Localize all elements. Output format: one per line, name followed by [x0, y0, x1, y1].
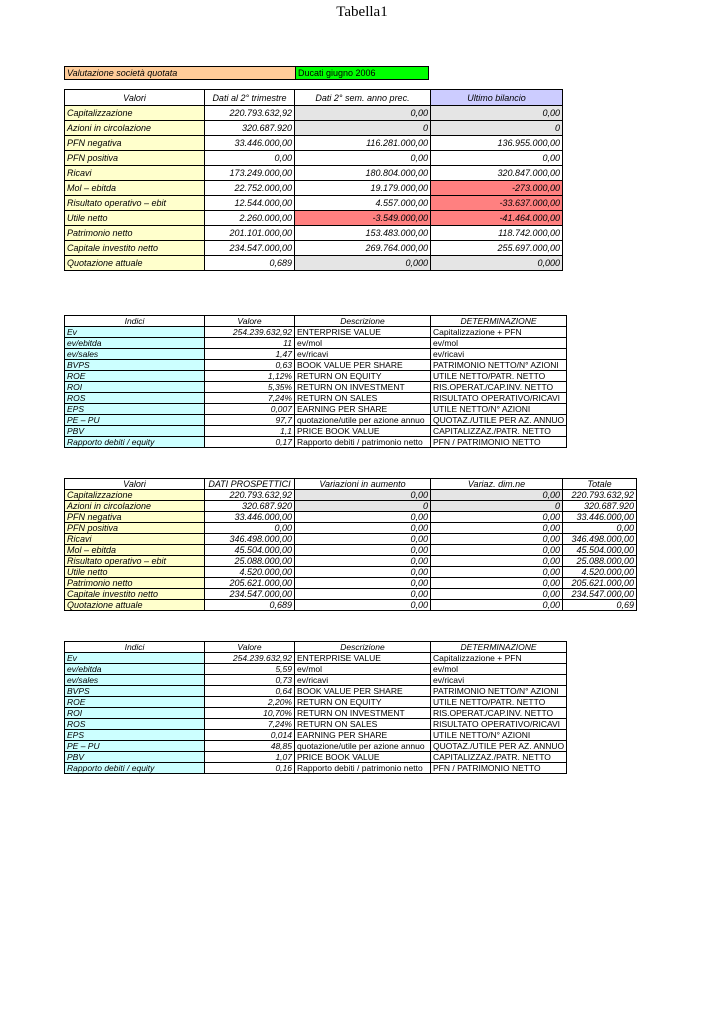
page-title: Tabella1: [336, 4, 388, 20]
table-cell: 33.446.000,00: [205, 512, 295, 523]
table-cell: 0,00: [431, 589, 563, 600]
row-label: Mol – ebitda: [65, 545, 205, 556]
table-cell: EARNING PER SHARE: [295, 730, 431, 741]
table-cell: 19.179.000,00: [295, 181, 431, 196]
row-label: Quotazione attuale: [65, 600, 205, 611]
table-cell: 0: [431, 121, 563, 136]
table-cell: 220.793.632,92: [563, 490, 637, 501]
table-cell: 0,00: [431, 534, 563, 545]
table-cell: UTILE NETTO/N° AZIONI: [431, 730, 567, 741]
table-cell: 0,00: [295, 545, 431, 556]
table-row: [65, 675, 567, 686]
table-cell: 0,00: [431, 600, 563, 611]
table-cell: 4.520.000,00: [205, 567, 295, 578]
table-cell: 0,00: [295, 600, 431, 611]
column-header: Valori: [65, 90, 205, 106]
table-cell: 0,00: [431, 578, 563, 589]
table-cell: quotazione/utile per azione annuo: [295, 415, 431, 426]
table-cell: EARNING PER SHARE: [295, 404, 431, 415]
table-indici-wrapper: [64, 315, 567, 448]
table-row: [65, 393, 567, 404]
table-cell: 12.544.000,00: [205, 196, 295, 211]
row-label: PFN negativa: [65, 512, 205, 523]
table-cell: ENTERPRISE VALUE: [295, 653, 431, 664]
row-label: Capitale investito netto: [65, 241, 205, 256]
table-cell: 0,00: [431, 545, 563, 556]
table-cell: 33.446.000,00: [563, 512, 637, 523]
table-indici-prospettici-wrapper: [64, 641, 567, 774]
header-row: [65, 90, 563, 106]
table-cell: PATRIMONIO NETTO/N° AZIONI: [431, 686, 567, 697]
table-row: [65, 545, 637, 556]
table-cell: CAPITALIZZAZ./PATR. NETTO: [431, 752, 567, 763]
table-cell: 320.687.920: [563, 501, 637, 512]
table-cell: BOOK VALUE PER SHARE: [295, 360, 431, 371]
table-row: [65, 349, 567, 360]
table-cell: RIS.OPERAT./CAP.INV. NETTO: [431, 382, 567, 393]
table-cell: 0,16: [205, 763, 295, 774]
table-cell: 346.498.000,00: [205, 534, 295, 545]
column-header: DATI PROSPETTICI: [205, 479, 295, 490]
row-label: PFN negativa: [65, 136, 205, 151]
row-label: PFN positiva: [65, 523, 205, 534]
row-label: Patrimonio netto: [65, 578, 205, 589]
row-label: Capitalizzazione: [65, 106, 205, 121]
table-cell: 7,24%: [205, 719, 295, 730]
column-header: Descrizione: [295, 316, 431, 327]
table-row: [65, 763, 567, 774]
row-label: EPS: [65, 730, 205, 741]
table-cell: 234.547.000,00: [205, 241, 295, 256]
table-cell: 0,00: [431, 523, 563, 534]
row-label: ROE: [65, 371, 205, 382]
table-cell: 0,007: [205, 404, 295, 415]
table-row: [65, 360, 567, 371]
row-label: EPS: [65, 404, 205, 415]
table-cell: 0,00: [295, 534, 431, 545]
table-cell: 11: [205, 338, 295, 349]
table-cell: 0,17: [205, 437, 295, 448]
table-cell: 173.249.000,00: [205, 166, 295, 181]
table-cell: PFN / PATRIMONIO NETTO: [431, 763, 567, 774]
table-cell: 25.088.000,00: [205, 556, 295, 567]
table-cell: ev/mol: [295, 338, 431, 349]
table-cell: 0,000: [295, 256, 431, 271]
table-cell: 205.621.000,00: [563, 578, 637, 589]
column-header: Indici: [65, 642, 205, 653]
table-cell: 10,70%: [205, 708, 295, 719]
table-row: [65, 241, 563, 256]
table-row: [65, 181, 563, 196]
table-row: [65, 226, 563, 241]
table-cell: 320.687.920: [205, 121, 295, 136]
table-cell: PFN / PATRIMONIO NETTO: [431, 437, 567, 448]
table-cell: 48,85: [205, 741, 295, 752]
table-cell: 0: [431, 501, 563, 512]
table-cell: 116.281.000,00: [295, 136, 431, 151]
row-label: PBV: [65, 426, 205, 437]
table-cell: 320.847.000,00: [431, 166, 563, 181]
table-cell: ev/mol: [295, 664, 431, 675]
column-header: Descrizione: [295, 642, 431, 653]
table-cell: 220.793.632,92: [205, 106, 295, 121]
table-row: [65, 653, 567, 664]
table-cell: 1,12%: [205, 371, 295, 382]
table-cell: 0,64: [205, 686, 295, 697]
table-cell: RISULTATO OPERATIVO/RICAVI: [431, 719, 567, 730]
table-row: [65, 256, 563, 271]
table-cell: 180.804.000,00: [295, 166, 431, 181]
table-cell: 0,00: [431, 490, 563, 501]
table-cell: QUOTAZ./UTILE PER AZ. ANNUO: [431, 741, 567, 752]
table-cell: RETURN ON SALES: [295, 719, 431, 730]
table-row: [65, 338, 567, 349]
table-row: [65, 501, 637, 512]
table-cell: 320.687.920: [205, 501, 295, 512]
table-cell: 4.520.000,00: [563, 567, 637, 578]
table-row: [65, 708, 567, 719]
table-row: [65, 600, 637, 611]
table-cell: 269.764.000,00: [295, 241, 431, 256]
table-valori: [64, 89, 563, 271]
table-cell: ev/mol: [431, 338, 567, 349]
table-row: [65, 556, 637, 567]
table-cell: 0,00: [295, 490, 431, 501]
table-row: [65, 151, 563, 166]
table-row: [65, 371, 567, 382]
table-cell: 33.446.000,00: [205, 136, 295, 151]
table-cell: 25.088.000,00: [563, 556, 637, 567]
row-label: PE – PU: [65, 415, 205, 426]
column-header: Valore: [205, 316, 295, 327]
table-cell: 254.239.632,92: [205, 327, 295, 338]
table-row: [65, 578, 637, 589]
table-row: [65, 415, 567, 426]
column-header: Dati al 2° trimestre: [205, 90, 295, 106]
table-row: [65, 512, 637, 523]
table-cell: BOOK VALUE PER SHARE: [295, 686, 431, 697]
row-label: BVPS: [65, 360, 205, 371]
row-label: PBV: [65, 752, 205, 763]
table-cell: 205.621.000,00: [205, 578, 295, 589]
column-header: Valori: [65, 479, 205, 490]
table-cell: 254.239.632,92: [205, 653, 295, 664]
table-cell: 0,00: [295, 589, 431, 600]
table-row: [65, 567, 637, 578]
table-cell: 0,00: [295, 512, 431, 523]
table-cell: 97,7: [205, 415, 295, 426]
row-label: PE – PU: [65, 741, 205, 752]
table-cell: ev/ricavi: [295, 349, 431, 360]
table-cell: RETURN ON EQUITY: [295, 371, 431, 382]
table-cell: 346.498.000,00: [563, 534, 637, 545]
table-row: [65, 534, 637, 545]
table-cell: 1,07: [205, 752, 295, 763]
column-header: Indici: [65, 316, 205, 327]
row-label: ROS: [65, 393, 205, 404]
row-label: ROI: [65, 708, 205, 719]
table-cell: ENTERPRISE VALUE: [295, 327, 431, 338]
table-cell: 0,00: [205, 523, 295, 534]
column-header: Variaz. dim.ne: [431, 479, 563, 490]
row-label: Ev: [65, 653, 205, 664]
column-header: DETERMINAZIONE: [431, 642, 567, 653]
row-label: Risultato operativo – ebit: [65, 196, 205, 211]
row-label: Azioni in circolazione: [65, 501, 205, 512]
table-cell: 0,00: [295, 151, 431, 166]
table-cell: 0,73: [205, 675, 295, 686]
table-cell: 118.742.000,00: [431, 226, 563, 241]
table-row: [65, 719, 567, 730]
row-label: PFN positiva: [65, 151, 205, 166]
table-cell: 1,47: [205, 349, 295, 360]
row-label: Quotazione attuale: [65, 256, 205, 271]
table-cell: 234.547.000,00: [563, 589, 637, 600]
table-cell: 0: [295, 121, 431, 136]
table-row: [65, 106, 563, 121]
row-label: Ricavi: [65, 534, 205, 545]
table-cell: 4.557.000,00: [295, 196, 431, 211]
table-cell: 1,1: [205, 426, 295, 437]
table-row: [65, 664, 567, 675]
table-cell: 0,689: [205, 600, 295, 611]
table-cell: RISULTATO OPERATIVO/RICAVI: [431, 393, 567, 404]
table-cell: 0,014: [205, 730, 295, 741]
table-cell: 234.547.000,00: [205, 589, 295, 600]
banner-company: Ducati giugno 2006: [296, 67, 429, 80]
table-cell: 0,00: [431, 512, 563, 523]
table-cell: RETURN ON INVESTMENT: [295, 382, 431, 393]
table-cell: 2.260.000,00: [205, 211, 295, 226]
row-label: Capitalizzazione: [65, 490, 205, 501]
table-cell: 45.504.000,00: [563, 545, 637, 556]
table-cell: 0: [295, 501, 431, 512]
table-cell: Capitalizzazione + PFN: [431, 327, 567, 338]
row-label: Utile netto: [65, 567, 205, 578]
row-label: BVPS: [65, 686, 205, 697]
table-cell: 0,00: [431, 106, 563, 121]
table-cell: 0,63: [205, 360, 295, 371]
table-row: [65, 490, 637, 501]
table-cell: RETURN ON SALES: [295, 393, 431, 404]
table-row: [65, 741, 567, 752]
row-label: Rapporto debiti / equity: [65, 763, 205, 774]
table-cell: 0,00: [295, 556, 431, 567]
table-indici: [64, 315, 567, 448]
table-cell: ev/ricavi: [295, 675, 431, 686]
row-label: Risultato operativo – ebit: [65, 556, 205, 567]
table-prospettici: [64, 478, 637, 611]
table-cell: -41.464.000,00: [431, 211, 563, 226]
row-label: ROS: [65, 719, 205, 730]
table-cell: 2,20%: [205, 697, 295, 708]
table-cell: PRICE BOOK VALUE: [295, 426, 431, 437]
row-label: Patrimonio netto: [65, 226, 205, 241]
table-row: [65, 752, 567, 763]
table-row: [65, 136, 563, 151]
column-header: Dati 2° sem. anno prec.: [295, 90, 431, 106]
table-cell: 220.793.632,92: [205, 490, 295, 501]
table-cell: Rapporto debiti / patrimonio netto: [295, 437, 431, 448]
table-row: [65, 686, 567, 697]
valuation-banner: [64, 66, 429, 80]
row-label: Rapporto debiti / equity: [65, 437, 205, 448]
table-cell: RETURN ON EQUITY: [295, 697, 431, 708]
table-row: [65, 697, 567, 708]
row-label: ev/sales: [65, 349, 205, 360]
table-row: [65, 730, 567, 741]
table-cell: 0,000: [431, 256, 563, 271]
table-row: [65, 382, 567, 393]
header-row: [65, 316, 567, 327]
table-cell: UTILE NETTO/PATR. NETTO: [431, 371, 567, 382]
column-header: Totale: [563, 479, 637, 490]
table-cell: 0,689: [205, 256, 295, 271]
table-cell: 136.955.000,00: [431, 136, 563, 151]
table-cell: 0,00: [431, 567, 563, 578]
table-cell: 255.697.000,00: [431, 241, 563, 256]
table-valori-wrapper: [64, 89, 563, 271]
table-cell: 0,00: [295, 106, 431, 121]
table-cell: 0,00: [205, 151, 295, 166]
table-row: [65, 166, 563, 181]
row-label: Ev: [65, 327, 205, 338]
column-header: Valore: [205, 642, 295, 653]
column-header: DETERMINAZIONE: [431, 316, 567, 327]
table-cell: UTILE NETTO/PATR. NETTO: [431, 697, 567, 708]
column-header: Ultimo bilancio: [431, 90, 563, 106]
table-row: [65, 426, 567, 437]
table-cell: 0,00: [563, 523, 637, 534]
header-row: [65, 642, 567, 653]
table-prospettici-wrapper: [64, 478, 637, 611]
table-cell: 5,59: [205, 664, 295, 675]
table-cell: ev/ricavi: [431, 675, 567, 686]
table-cell: -3.549.000,00: [295, 211, 431, 226]
table-cell: QUOTAZ./UTILE PER AZ. ANNUO: [431, 415, 567, 426]
table-row: [65, 121, 563, 136]
row-label: ROI: [65, 382, 205, 393]
row-label: ev/ebitda: [65, 338, 205, 349]
table-cell: 0,69: [563, 600, 637, 611]
table-row: [65, 589, 637, 600]
table-cell: -33.637.000,00: [431, 196, 563, 211]
table-cell: UTILE NETTO/N° AZIONI: [431, 404, 567, 415]
table-row: [65, 523, 637, 534]
table-row: [65, 404, 567, 415]
table-cell: 153.483.000,00: [295, 226, 431, 241]
table-cell: 7,24%: [205, 393, 295, 404]
row-label: Capitale investito netto: [65, 589, 205, 600]
table-row: [65, 196, 563, 211]
table-row: [65, 327, 567, 338]
row-label: Utile netto: [65, 211, 205, 226]
table-cell: 0,00: [431, 556, 563, 567]
table-cell: Capitalizzazione + PFN: [431, 653, 567, 664]
table-indici-prospettici: [64, 641, 567, 774]
table-cell: Rapporto debiti / patrimonio netto: [295, 763, 431, 774]
row-label: Mol – ebitda: [65, 181, 205, 196]
table-cell: 0,00: [295, 523, 431, 534]
row-label: ROE: [65, 697, 205, 708]
table-cell: ev/mol: [431, 664, 567, 675]
table-cell: RETURN ON INVESTMENT: [295, 708, 431, 719]
table-cell: -273.000,00: [431, 181, 563, 196]
table-cell: 0,00: [295, 567, 431, 578]
table-cell: 0,00: [431, 151, 563, 166]
table-cell: 201.101.000,00: [205, 226, 295, 241]
table-cell: 45.504.000,00: [205, 545, 295, 556]
table-cell: CAPITALIZZAZ./PATR. NETTO: [431, 426, 567, 437]
table-cell: 0,00: [295, 578, 431, 589]
row-label: ev/ebitda: [65, 664, 205, 675]
table-cell: quotazione/utile per azione annuo: [295, 741, 431, 752]
header-row: [65, 479, 637, 490]
row-label: Azioni in circolazione: [65, 121, 205, 136]
table-cell: ev/ricavi: [431, 349, 567, 360]
row-label: ev/sales: [65, 675, 205, 686]
table-cell: 5,35%: [205, 382, 295, 393]
table-row: [65, 437, 567, 448]
table-cell: 22.752.000,00: [205, 181, 295, 196]
table-row: [65, 211, 563, 226]
banner-label: Valutazione società quotata: [65, 67, 296, 80]
column-header: Variazioni in aumento: [295, 479, 431, 490]
table-cell: PRICE BOOK VALUE: [295, 752, 431, 763]
table-cell: RIS.OPERAT./CAP.INV. NETTO: [431, 708, 567, 719]
row-label: Ricavi: [65, 166, 205, 181]
table-cell: PATRIMONIO NETTO/N° AZIONI: [431, 360, 567, 371]
